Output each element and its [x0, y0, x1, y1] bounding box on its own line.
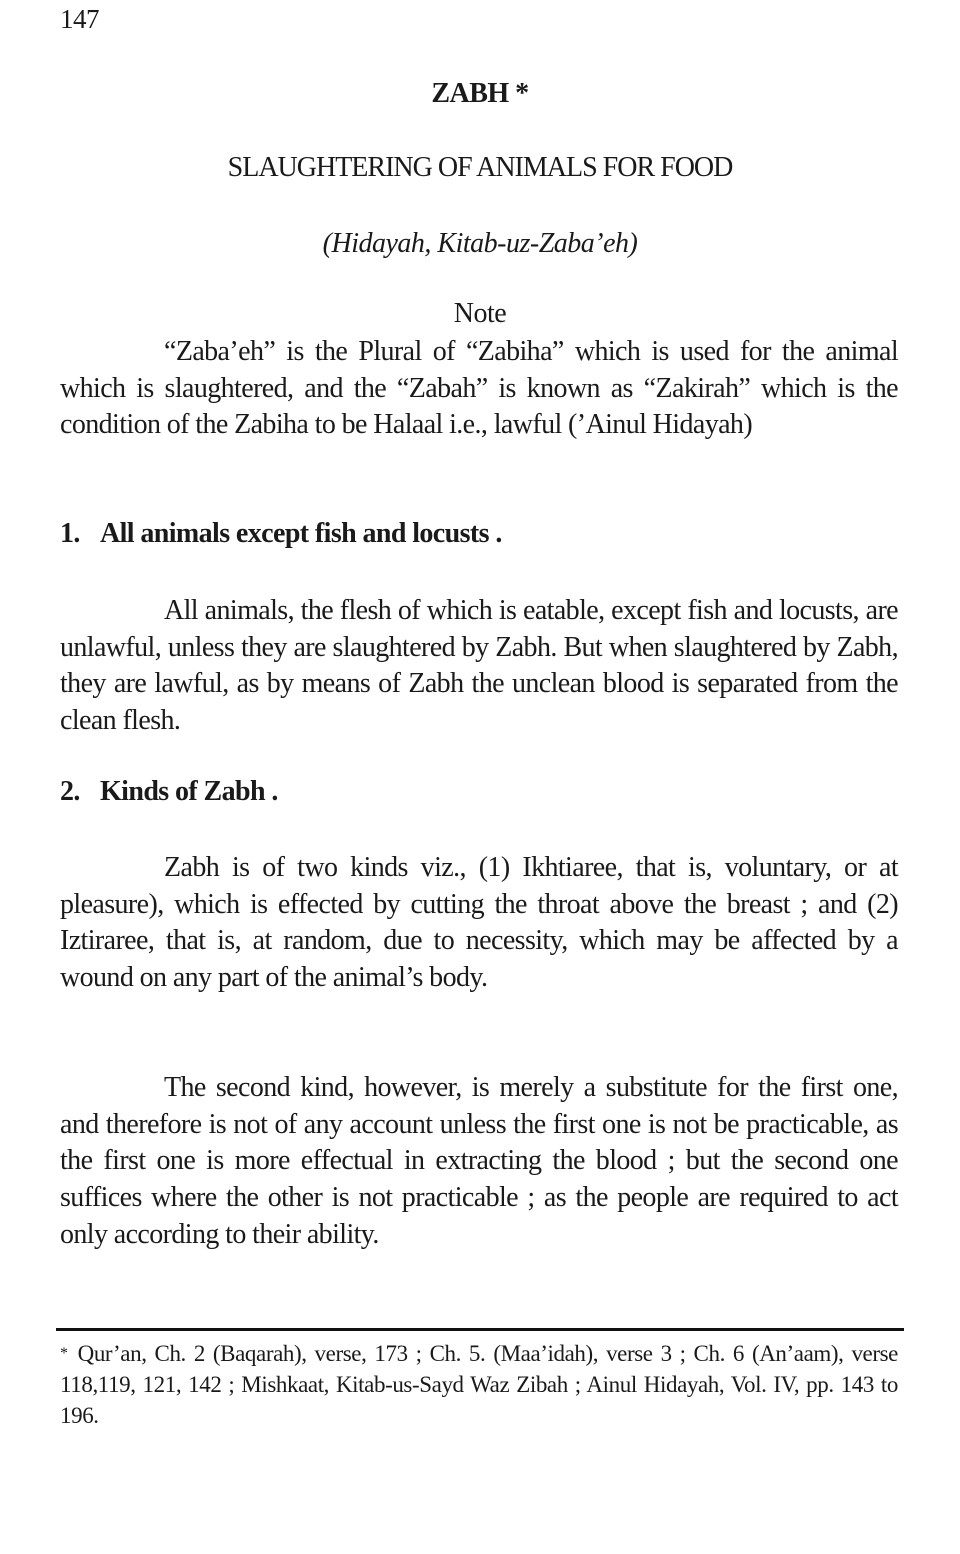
footnote-divider	[56, 1328, 904, 1331]
section-1-paragraph: All animals, the flesh of which is eatable, except fish and locusts, are unlawful, unless they are slaughtered by Zabh. But when slaughtered by Zabh, they are lawful, as by means of Zabh the unclean blood is separated from the clean flesh.	[60, 595, 898, 737]
footnote-marker: *	[60, 1345, 68, 1362]
section-title: All animals except fish and locusts .	[100, 518, 502, 549]
chapter-subtitle: SLAUGHTERING OF ANIMALS FOR FOOD	[227, 152, 733, 183]
note-paragraph: “Zaba’eh” is the Plural of “Zabiha” which is used for the animal which is slaughtered, and the “Zabah” is known as “Zakirah” which is the condition of the Zabiha to be Halaal i.e., lawful (’Ainul Hidayah)	[60, 336, 898, 441]
footnote	[60, 1338, 898, 1431]
chapter-title: ZABH *	[431, 78, 529, 109]
note-heading: Note	[453, 298, 507, 329]
section-number: 2.	[60, 776, 80, 807]
section-title: Kinds of Zabh .	[100, 776, 278, 807]
section-number: 1.	[60, 518, 80, 549]
section-heading-2	[60, 776, 278, 808]
footnote-text: Qur’an, Ch. 2 (Baqarah), verse, 173 ; Ch. 5. (Maa’idah), verse 3 ; Ch. 6 (An’aam), verse 118,119, 121, 142 ; Mishkaat, Kitab-us-Sayd Waz Zibah ; Ainul Hidayah, Vol. IV, pp. 143 to 196.	[60, 1341, 898, 1428]
page-number: 147	[60, 4, 99, 34]
chapter-source: (Hidayah, Kitab-uz-Zaba’eh)	[322, 228, 638, 259]
section-2-paragraph-1: Zabh is of two kinds viz., (1) Ikhtiaree, that is, voluntary, or at pleasure), which is effected by cutting the throat above the breast ; and (2) Iztiraree, that is, at random, due to necessity, which may be affected by a wound on any part of the animal’s body.	[60, 852, 898, 994]
section-heading-1	[60, 518, 502, 550]
section-2-paragraph-2: The second kind, however, is merely a substitute for the first one, and therefore is not of any account unless the first one is not be practicable, as the first one is more effectual in extracting the blood ; but the second one suffices where the other is not practicable ; as the people are required to act only according to their ability.	[60, 1072, 898, 1250]
